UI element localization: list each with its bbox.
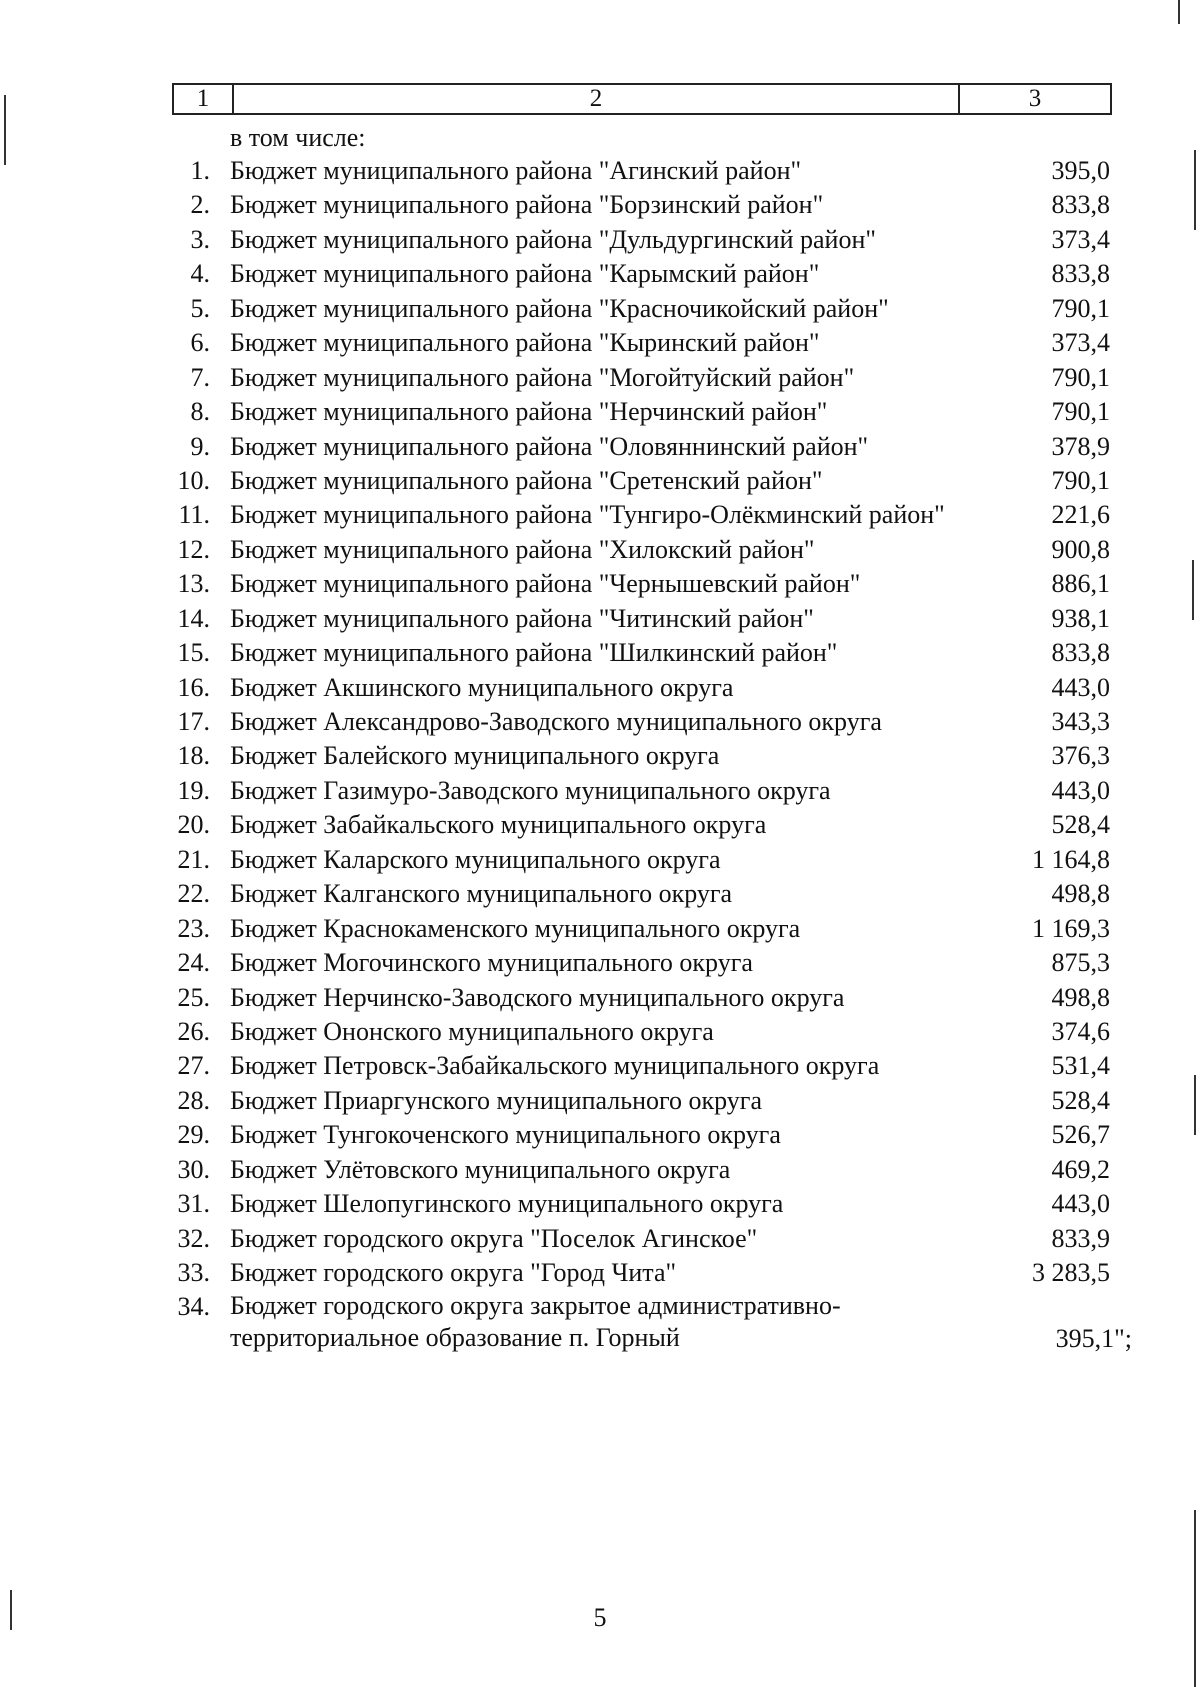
budget-amount: 1 164,8 — [1032, 844, 1110, 874]
budget-amount: 343,3 — [1051, 707, 1110, 736]
row-number: 34. — [177, 1292, 210, 1322]
budget-name: Бюджет Забайкальского муниципального округа — [230, 810, 767, 840]
budget-name: Бюджет Ононского муниципального округа — [230, 1016, 714, 1046]
row-number: 3. — [190, 224, 210, 254]
budget-amount: 790,1 — [1051, 293, 1110, 323]
table-row — [0, 533, 1200, 567]
budget-name: Бюджет муниципального района "Карымский район" — [230, 259, 820, 289]
row-number: 14. — [177, 603, 210, 633]
table-row — [0, 464, 1200, 498]
table-row — [0, 188, 1200, 222]
budget-name: Бюджет муниципального района "Борзинский район" — [230, 190, 824, 220]
column-header-3: 3 — [1028, 85, 1042, 112]
budget-amount: 790,1 — [1051, 362, 1110, 392]
budget-name: Бюджет Улётовского муниципального округа — [230, 1154, 731, 1184]
table-row — [0, 326, 1200, 360]
budget-name: Бюджет муниципального района "Кыринский район" — [230, 328, 820, 358]
table-row — [0, 1222, 1200, 1256]
budget-name: Бюджет Нерчинско-Заводского муниципального округа — [230, 982, 845, 1012]
budget-amount: 790,1 — [1051, 465, 1110, 495]
budget-amount: 373,4 — [1051, 224, 1110, 254]
table-row — [0, 705, 1200, 739]
row-number: 5. — [190, 293, 210, 323]
row-number: 28. — [177, 1085, 210, 1115]
budget-amount: 443,0 — [1051, 672, 1110, 702]
row-number: 29. — [177, 1120, 210, 1150]
budget-name: Бюджет муниципального района "Шилкинский район" — [230, 638, 838, 668]
table-row — [0, 498, 1200, 532]
row-number: 33. — [177, 1258, 210, 1287]
table-row — [0, 154, 1200, 188]
row-number: 10. — [177, 465, 210, 495]
table-row — [0, 361, 1200, 395]
budget-amount: 886,1 — [1051, 569, 1110, 599]
table-row — [0, 292, 1200, 326]
row-number: 23. — [177, 913, 210, 943]
budget-amount: 833,9 — [1051, 1223, 1110, 1253]
budget-amount: 498,8 — [1051, 982, 1110, 1012]
budget-amount: 3 283,5 — [1032, 1258, 1110, 1287]
budget-amount: 395,0 — [1051, 156, 1110, 185]
budget-name: Бюджет Газимуро-Заводского муниципального округа — [230, 775, 831, 805]
row-number: 9. — [190, 431, 210, 461]
row-number: 18. — [177, 741, 210, 771]
row-number: 4. — [190, 259, 210, 289]
budget-amount: 875,3 — [1051, 948, 1110, 978]
table-row — [0, 1256, 1200, 1290]
table-row — [0, 946, 1200, 980]
budget-name: Бюджет муниципального района "Могойтуйский район" — [230, 362, 855, 392]
budget-name: Бюджет муниципального района "Нерчинский район" — [230, 397, 828, 427]
table-row — [0, 843, 1200, 877]
budget-amount: 528,4 — [1051, 810, 1110, 840]
column-header-table — [172, 83, 1112, 115]
budget-amount: 376,3 — [1051, 741, 1110, 771]
table-row — [0, 1153, 1200, 1187]
budget-amount: 373,4 — [1051, 328, 1110, 358]
row-number: 2. — [190, 190, 210, 220]
row-number: 27. — [177, 1051, 210, 1081]
table-row — [0, 395, 1200, 429]
subheading: в том числе: — [230, 123, 366, 152]
table-row — [0, 1187, 1200, 1221]
budget-amount: 938,1 — [1051, 603, 1110, 633]
scan-artifact — [1194, 1510, 1196, 1687]
row-number: 15. — [177, 638, 210, 668]
budget-amount: 469,2 — [1051, 1154, 1110, 1184]
budget-name: Бюджет Александрово-Заводского муниципального округа — [230, 707, 882, 736]
table-row — [0, 877, 1200, 911]
table-row — [0, 912, 1200, 946]
table-row — [0, 1118, 1200, 1152]
column-header-2: 2 — [234, 85, 960, 113]
budget-name: Бюджет муниципального района "Тунгиро-Олёкминский район" — [230, 500, 945, 530]
row-number: 31. — [177, 1189, 210, 1219]
budget-name: Бюджет муниципального района "Сретенский район" — [230, 465, 823, 495]
budget-name: Бюджет городского округа закрытое административно-территориальное образование п. Горный — [230, 1291, 841, 1353]
row-number: 20. — [177, 810, 210, 840]
budget-amount: 531,4 — [1051, 1051, 1110, 1081]
budget-name: Бюджет муниципального района "Дульдургинский район" — [230, 224, 876, 254]
budget-amount: 528,4 — [1051, 1085, 1110, 1115]
budget-name: Бюджет Каларского муниципального округа — [230, 844, 721, 874]
budget-name: Бюджет муниципального района "Хилокский район" — [230, 534, 815, 564]
column-header-1: 1 — [174, 85, 234, 113]
table-row — [0, 1049, 1200, 1083]
table-row — [0, 774, 1200, 808]
row-number: 6. — [190, 328, 210, 358]
row-number: 13. — [177, 569, 210, 599]
budget-amount: 900,8 — [1051, 534, 1110, 564]
budget-name: Бюджет Шелопугинского муниципального округа — [230, 1189, 784, 1219]
budget-name: Бюджет муниципального района "Чернышевский район" — [230, 569, 861, 599]
table-row — [0, 1290, 1200, 1358]
row-number: 17. — [177, 707, 210, 736]
budget-name: Бюджет Тунгокоченского муниципального округа — [230, 1120, 781, 1150]
table-row — [0, 636, 1200, 670]
row-number: 19. — [177, 775, 210, 805]
table-row — [0, 739, 1200, 773]
row-number: 26. — [177, 1016, 210, 1046]
row-number: 16. — [177, 672, 210, 702]
table-row — [0, 808, 1200, 842]
table-row — [0, 430, 1200, 464]
row-number: 24. — [177, 948, 210, 978]
budget-name: Бюджет Приаргунского муниципального округа — [230, 1085, 763, 1115]
table-row — [0, 257, 1200, 291]
row-number: 22. — [177, 879, 210, 909]
budget-amount: 378,9 — [1051, 431, 1110, 461]
budget-amount: 526,7 — [1051, 1120, 1110, 1150]
table-row — [0, 671, 1200, 705]
budget-name: Бюджет муниципального района "Красночикойский район" — [230, 293, 889, 323]
row-number: 12. — [177, 534, 210, 564]
row-number: 21. — [177, 844, 210, 874]
budget-name: Бюджет муниципального района "Читинский район" — [230, 603, 814, 633]
row-number: 8. — [190, 397, 210, 427]
budget-name: Бюджет Акшинского муниципального округа — [230, 672, 734, 702]
budget-name: Бюджет муниципального района "Оловяннинский район" — [230, 431, 869, 461]
row-number: 11. — [178, 500, 210, 530]
scan-artifact — [1178, 0, 1180, 24]
row-number: 7. — [190, 362, 210, 392]
budget-name: Бюджет Балейского муниципального округа — [230, 741, 720, 771]
page-number: 5 — [593, 1603, 607, 1632]
budget-list — [0, 154, 1200, 1358]
budget-amount: 395,1"; — [1055, 1324, 1132, 1354]
budget-name: Бюджет Петровск-Забайкальского муниципального округа — [230, 1051, 880, 1081]
budget-amount: 1 169,3 — [1032, 913, 1110, 943]
budget-amount: 833,8 — [1051, 259, 1110, 289]
table-row — [0, 1084, 1200, 1118]
budget-amount: 790,1 — [1051, 397, 1110, 427]
table-row — [0, 567, 1200, 601]
table-row — [0, 1015, 1200, 1049]
row-number: 32. — [177, 1223, 210, 1253]
budget-amount: 833,8 — [1051, 190, 1110, 220]
budget-name: Бюджет Краснокаменского муниципального округа — [230, 913, 801, 943]
budget-amount: 374,6 — [1051, 1016, 1110, 1046]
budget-amount: 443,0 — [1051, 1189, 1110, 1219]
table-row — [0, 602, 1200, 636]
budget-name: Бюджет городского округа "Поселок Агинское" — [230, 1223, 758, 1253]
budget-name: Бюджет городского округа "Город Чита" — [230, 1258, 677, 1287]
budget-name: Бюджет муниципального района "Агинский район" — [230, 156, 802, 185]
budget-amount: 498,8 — [1051, 879, 1110, 909]
budget-name: Бюджет Могочинского муниципального округа — [230, 948, 753, 978]
row-number: 30. — [177, 1154, 210, 1184]
row-number: 25. — [177, 982, 210, 1012]
budget-name: Бюджет Калганского муниципального округа — [230, 879, 733, 909]
row-number: 1. — [190, 156, 210, 185]
budget-amount: 221,6 — [1051, 500, 1110, 530]
budget-amount: 833,8 — [1051, 638, 1110, 668]
table-row — [0, 981, 1200, 1015]
table-row — [0, 223, 1200, 257]
budget-amount: 443,0 — [1051, 775, 1110, 805]
